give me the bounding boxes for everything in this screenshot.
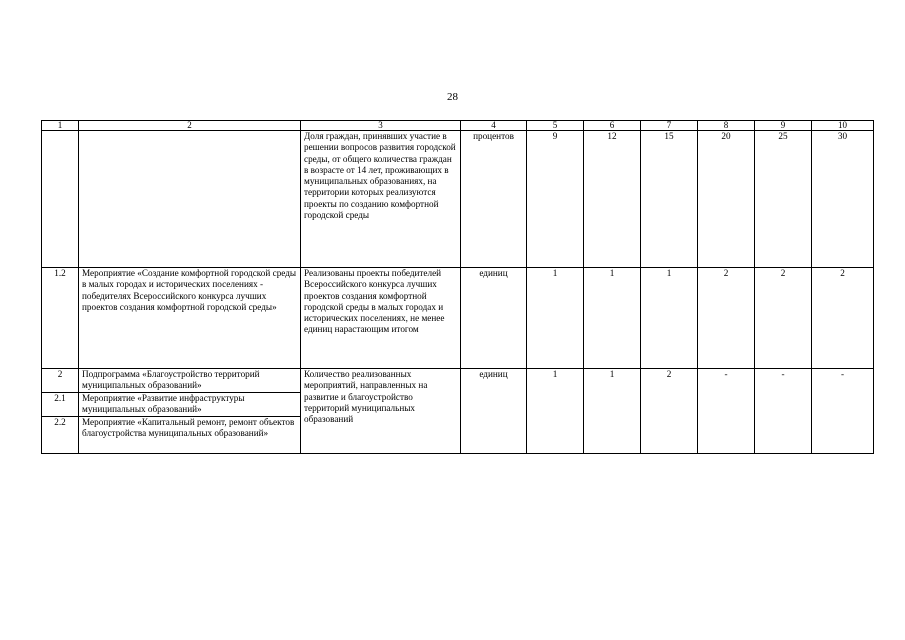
header-cell: 2 (79, 121, 301, 131)
unit-cell: процентов (461, 131, 527, 268)
event-cell: Мероприятие «Создание комфортной городской среды в малых городах и исторических поселениях - победителях Всероссийского конкурса лучших проектов создания комфортной городской среды» (79, 268, 301, 369)
header-cell: 4 (461, 121, 527, 131)
table-row (42, 131, 874, 268)
value-cell: 2 (812, 268, 874, 369)
table-row (42, 369, 874, 393)
value-cell: 1 (584, 268, 641, 369)
event-cell (79, 131, 301, 268)
value-cell: - (812, 369, 874, 454)
value-cell: 25 (755, 131, 812, 268)
header-cell: 10 (812, 121, 874, 131)
value-cell: 15 (641, 131, 698, 268)
event-cell: Подпрограмма «Благоустройство территорий муниципальных образований» (79, 369, 301, 393)
indicator-cell: Доля граждан, принявших участие в решении вопросов развития городской среды, от общего количества граждан в возрасте от 14 лет, проживающих в муниципальных образованиях, на территории которых реализуются проекты по созданию комфортной городской среды (301, 131, 461, 268)
value-cell: 12 (584, 131, 641, 268)
header-cell: 6 (584, 121, 641, 131)
row-number-cell: 1.2 (42, 268, 79, 369)
header-cell: 9 (755, 121, 812, 131)
value-cell: - (755, 369, 812, 454)
table-row (42, 268, 874, 369)
header-cell: 7 (641, 121, 698, 131)
row-number-cell: 2.1 (42, 393, 79, 417)
value-cell: 30 (812, 131, 874, 268)
event-cell: Мероприятие «Развитие инфраструктуры муниципальных образований» (79, 393, 301, 417)
value-cell: 1 (527, 369, 584, 454)
value-cell: 1 (584, 369, 641, 454)
indicator-cell: Реализованы проекты победителей Всероссийского конкурса лучших проектов создания комфортной городской среды в малых городах и исторических поселениях, не менее единиц нарастающим итогом (301, 268, 461, 369)
value-cell: 20 (698, 131, 755, 268)
value-cell: 2 (698, 268, 755, 369)
header-cell: 5 (527, 121, 584, 131)
value-cell: 2 (755, 268, 812, 369)
row-number-cell: 2.2 (42, 417, 79, 454)
row-number-cell: 2 (42, 369, 79, 393)
header-cell: 1 (42, 121, 79, 131)
indicator-cell: Количество реализованных мероприятий, направленных на развитие и благоустройство территорий муниципальных образований (301, 369, 461, 454)
header-cell: 3 (301, 121, 461, 131)
unit-cell: единиц (461, 268, 527, 369)
value-cell: 2 (641, 369, 698, 454)
indicators-table (41, 120, 874, 454)
event-cell: Мероприятие «Капитальный ремонт, ремонт объектов благоустройства муниципальных образований» (79, 417, 301, 454)
unit-cell: единиц (461, 369, 527, 454)
header-cell: 8 (698, 121, 755, 131)
row-number-cell (42, 131, 79, 268)
header-row (42, 121, 874, 131)
value-cell: 1 (641, 268, 698, 369)
page-number: 28 (447, 91, 458, 103)
value-cell: 1 (527, 268, 584, 369)
value-cell: 9 (527, 131, 584, 268)
value-cell: - (698, 369, 755, 454)
